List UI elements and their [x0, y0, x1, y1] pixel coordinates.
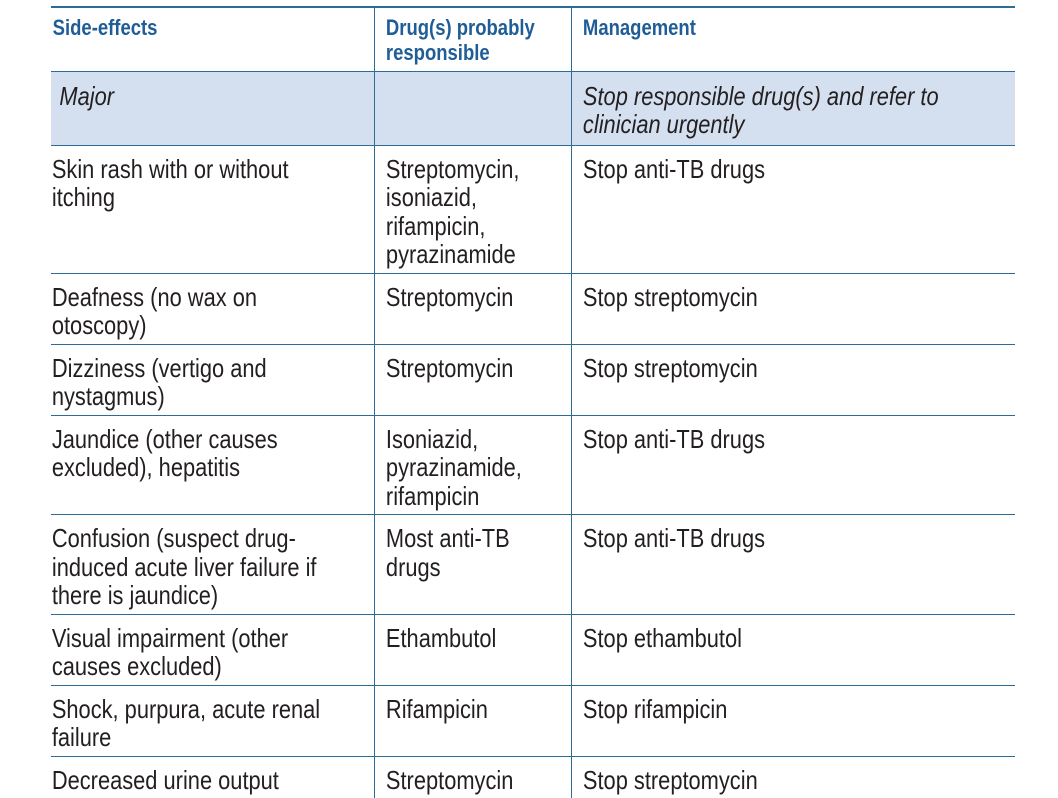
side-effect-line: there is jaundice) [51, 580, 219, 610]
side-effect-line: Decreased urine output [51, 764, 279, 795]
side-effect-line: causes excluded) [51, 651, 222, 681]
side-effect-line: itching [51, 182, 115, 212]
management-line: Stop streptomycin [582, 764, 758, 795]
side-effect-line: Jaundice (other causes [51, 423, 278, 454]
side-effect-line: excluded), hepatitis [51, 452, 241, 482]
drug-line: rifampicin, [385, 210, 485, 241]
header-drugs-responsible [374, 7, 571, 71]
side-effect-line: Visual impairment (other [51, 622, 289, 653]
header-row [51, 7, 1015, 71]
side-effect-cell [51, 273, 374, 344]
side-effect-line: induced acute liver failure if [51, 551, 317, 582]
drugs-cell [374, 273, 571, 344]
side-effects-table [51, 6, 1015, 798]
table-row [51, 344, 1015, 415]
management-cell [571, 614, 1015, 685]
management-cell [571, 756, 1015, 798]
drugs-cell [374, 515, 571, 615]
side-effect-cell [51, 685, 374, 756]
section-label-cell [51, 71, 374, 145]
header-side-effects [51, 7, 374, 71]
table-row [51, 756, 1015, 798]
drugs-cell [374, 756, 571, 798]
management-line: Stop streptomycin [582, 352, 758, 383]
table-row [51, 145, 1015, 273]
management-cell [571, 145, 1015, 273]
drugs-cell [374, 344, 571, 415]
management-cell [571, 685, 1015, 756]
side-effect-line: otoscopy) [51, 310, 147, 340]
side-effect-line: Dizziness (vertigo and [51, 352, 267, 383]
management-cell [571, 344, 1015, 415]
header-line: responsible [385, 40, 490, 65]
table-row [51, 273, 1015, 344]
drugs-cell [374, 614, 571, 685]
management-cell [571, 273, 1015, 344]
management-cell [571, 515, 1015, 615]
drugs-cell [374, 685, 571, 756]
drugs-cell [374, 145, 571, 273]
section-management-line: Stop responsible drug(s) and refer to [582, 80, 939, 111]
side-effect-line: Shock, purpura, acute renal [51, 693, 321, 724]
table-row [51, 685, 1015, 756]
management-line: Stop anti-TB drugs [582, 523, 765, 553]
drug-line: isoniazid, [385, 182, 477, 212]
drug-line: Streptomycin [385, 281, 513, 312]
table-row [51, 614, 1015, 685]
drug-line: Rifampicin [385, 693, 488, 724]
side-effect-line: Deafness (no wax on [51, 281, 258, 312]
side-effect-cell [51, 614, 374, 685]
drug-line: drugs [385, 551, 441, 582]
management-line: Stop anti-TB drugs [582, 153, 765, 184]
management-line: Stop streptomycin [582, 281, 758, 312]
side-effect-cell [51, 515, 374, 615]
drug-line: Isoniazid, [385, 423, 478, 454]
section-management-line: clinician urgently [582, 109, 744, 139]
table-row [51, 515, 1015, 615]
header-line: Side-effects [52, 15, 158, 40]
drug-line: rifampicin [385, 480, 479, 511]
side-effect-cell [51, 344, 374, 415]
side-effect-cell [51, 756, 374, 798]
drug-line: pyrazinamide [385, 239, 516, 269]
side-effect-line: Skin rash with or without [51, 153, 289, 184]
table-row [51, 415, 1015, 515]
management-line: Stop ethambutol [582, 622, 742, 653]
management-line: Stop anti-TB drugs [582, 423, 765, 454]
section-label: Major [59, 80, 115, 111]
header-line: Management [582, 15, 696, 40]
header-management [571, 7, 1015, 71]
side-effect-line: nystagmus) [51, 381, 165, 411]
side-effect-cell [51, 415, 374, 515]
section-row-major [51, 71, 1015, 145]
drug-line: Streptomycin, [385, 153, 519, 184]
side-effect-line: Confusion (suspect drug- [51, 523, 296, 553]
header-line: Drug(s) probably [385, 15, 535, 40]
side-effect-cell [51, 145, 374, 273]
drug-line: Streptomycin [385, 352, 513, 383]
drug-line: pyrazinamide, [385, 452, 522, 482]
side-effect-line: failure [51, 722, 112, 752]
management-cell [571, 415, 1015, 515]
drug-line: Ethambutol [385, 622, 496, 653]
drug-line: Streptomycin [385, 764, 513, 795]
drug-line: Most anti-TB [385, 523, 510, 553]
management-line: Stop rifampicin [582, 693, 727, 724]
table-body [51, 71, 1015, 798]
drugs-cell [374, 415, 571, 515]
section-management-cell [571, 71, 1015, 145]
section-drugs-cell [374, 71, 571, 145]
